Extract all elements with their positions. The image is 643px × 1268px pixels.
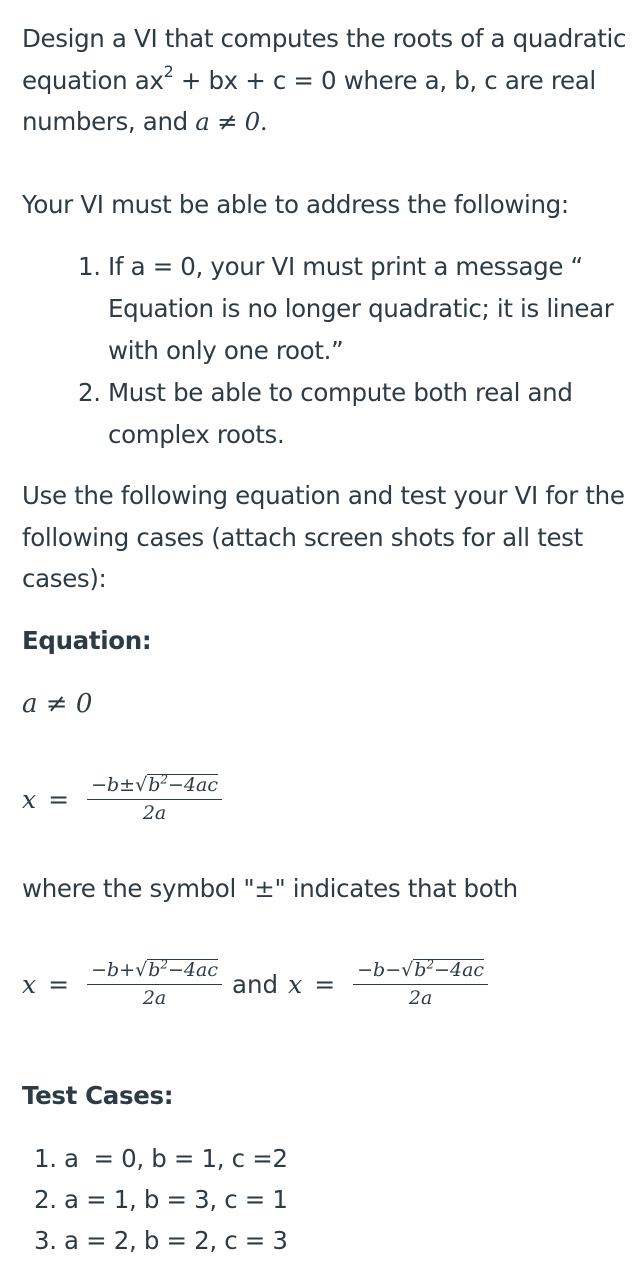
test-case-item <box>34 1179 594 1220</box>
intro-paragraph <box>22 18 626 143</box>
radicand <box>147 959 218 980</box>
list-number: 2. <box>34 1185 57 1214</box>
plus-minus-symbol: ± <box>254 874 275 903</box>
radical-sign: √ <box>401 958 414 981</box>
instructions-line-1: Use the following equation and test your VI for the <box>22 481 625 510</box>
intro-line-3-pre: numbers, and <box>22 107 196 136</box>
list-number: 2. <box>78 378 101 407</box>
root-plus-fraction <box>87 958 222 1011</box>
equation-condition: a ≠ 0 <box>22 689 93 719</box>
formula-lhs: x <box>22 784 37 814</box>
formula-equals: = <box>48 784 70 814</box>
requirement-item-1 <box>78 246 638 372</box>
requirements-lead: Your VI must be able to address the following: <box>22 190 569 219</box>
radicand <box>413 959 484 980</box>
radicand-b: b <box>414 958 427 981</box>
explanation-pre: where the symbol " <box>22 874 255 903</box>
root-formulas <box>22 948 494 1020</box>
test-case-text: a = 2, b = 2, c = 3 <box>64 1226 288 1255</box>
root-minus-numerator <box>353 958 488 985</box>
root-minus-prefix: −b− <box>357 958 402 981</box>
radicand-rest: −4ac <box>168 958 218 981</box>
formula-numerator <box>87 773 222 800</box>
requirements-list <box>78 246 638 456</box>
test-cases-heading: Test Cases: <box>22 1081 174 1110</box>
root-plus-equals: = <box>48 969 70 999</box>
radicand-rest: −4ac <box>434 958 485 981</box>
radicand-b: b <box>148 958 161 981</box>
radicand-exponent: 2 <box>160 772 168 787</box>
intro-exponent: 2 <box>163 62 174 82</box>
intro-line-3-post: . <box>259 107 268 136</box>
numerator-prefix: −b± <box>91 773 136 796</box>
radical-sign: √ <box>135 958 148 981</box>
requirement-1-line-3: with only one root.” <box>108 336 344 365</box>
radicand <box>147 774 218 795</box>
radicand-rest: −4ac <box>168 773 218 796</box>
requirement-2-line-1: Must be able to compute both real and <box>108 378 573 407</box>
radical-sign: √ <box>135 773 148 796</box>
root-minus-fraction <box>353 958 488 1011</box>
radicand-b: b <box>148 773 161 796</box>
instructions-line-3: cases): <box>22 564 107 593</box>
test-case-item <box>34 1220 594 1261</box>
root-plus-lhs: x <box>22 969 37 999</box>
list-number: 1. <box>34 1144 57 1173</box>
root-minus-denominator: 2a <box>408 986 433 1009</box>
equation-heading: Equation: <box>22 626 152 655</box>
requirement-1-line-1: If a = 0, your VI must print a message “ <box>108 252 583 281</box>
instructions-paragraph <box>22 475 625 600</box>
requirement-1-line-2: Equation is no longer quadratic; it is linear <box>108 294 614 323</box>
radicand-exponent: 2 <box>426 957 435 972</box>
test-case-text: a = 1, b = 3, c = 1 <box>64 1185 288 1214</box>
root-minus-equals: = <box>314 969 336 999</box>
intro-condition-math: a ≠ 0 <box>195 107 260 136</box>
root-plus-denominator: 2a <box>142 986 167 1009</box>
formula-denominator: 2a <box>142 801 167 824</box>
test-case-text: a = 0, b = 1, c =2 <box>64 1144 288 1173</box>
requirement-2-line-2: complex roots. <box>108 420 285 449</box>
formula-fraction <box>87 773 222 826</box>
intro-line-2-pre: equation ax <box>22 65 164 95</box>
radicand-exponent: 2 <box>160 957 168 972</box>
root-plus-numerator <box>87 958 222 985</box>
root-minus-lhs: x <box>288 969 303 999</box>
root-plus-prefix: −b+ <box>91 958 136 981</box>
test-case-item <box>34 1138 594 1179</box>
requirement-item-2 <box>78 372 638 456</box>
list-number: 3. <box>34 1226 57 1255</box>
intro-line-1: Design a VI that computes the roots of a quadratic <box>22 24 627 53</box>
and-connector: and <box>231 969 279 999</box>
test-cases-list <box>34 1138 594 1261</box>
instructions-line-2: following cases (attach screen shots for all test <box>22 522 583 552</box>
explanation-sentence <box>22 868 518 910</box>
list-number: 1. <box>78 252 101 281</box>
quadratic-formula <box>22 763 228 835</box>
explanation-post: " indicates that both <box>274 874 518 903</box>
intro-line-2-post: + bx + c = 0 where a, b, c are real <box>173 65 596 95</box>
